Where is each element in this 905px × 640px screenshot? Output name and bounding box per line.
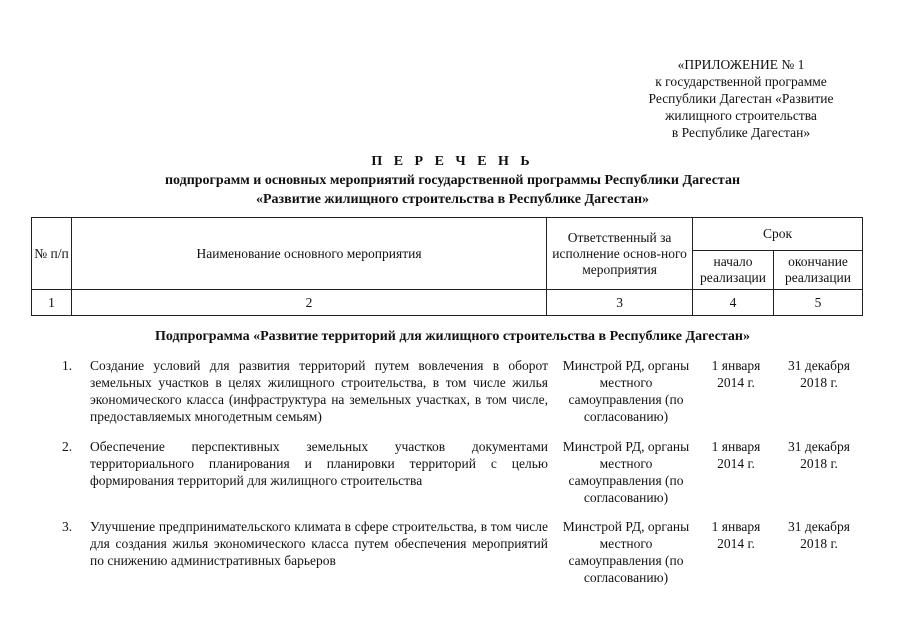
header-start: начало реализации [693,251,774,290]
column-number: 2 [71,290,546,316]
item-number: 2. [62,439,73,454]
header-term: Срок [693,218,863,251]
item-number: 3. [62,519,73,534]
item-responsible: Минстрой РД, органы местного самоуправления (по согласованию) [562,358,690,424]
item-name: Улучшение предпринимательского климата в сфере строительства, в том числе для создания жилья экономического класса путем обеспечения мероприятий по снижению административных барьеров [90,519,548,568]
column-number: 1 [32,290,72,316]
appendix-note [610,56,872,141]
appendix-line: жилищного строительства [665,108,817,123]
column-number: 4 [693,290,774,316]
title-line: подпрограмм и основных мероприятий государственной программы Республики Дагестан [164,173,741,188]
title-line: «Развитие жилищного строительства в Республике Дагестан» [255,192,650,207]
item-responsible: Минстрой РД, органы местного самоуправления (по согласованию) [562,519,690,585]
item-start: 1 января 2014 г. [711,358,761,390]
header-end: окончание реализации [774,251,863,290]
header-num: № п/п [32,218,72,290]
column-number: 5 [774,290,863,316]
item-end: 31 декабря 2018 г. [788,519,850,551]
appendix-line: «ПРИЛОЖЕНИЕ № 1 [677,57,805,72]
title-heading: П Е Р Е Ч Е Н Ь [371,154,534,169]
item-number: 1. [62,358,73,373]
header-table [31,217,863,316]
document-title [0,152,905,209]
appendix-line: Республики Дагестан «Развитие [648,91,834,106]
item-name: Обеспечение перспективных земельных участков документами территориального планирования и планировки территорий с целью формирования территорий для жилищного строительства [90,439,548,488]
appendix-line: в Республике Дагестан» [671,125,811,140]
item-start: 1 января 2014 г. [711,439,761,471]
subprogram-heading: Подпрограмма «Развитие территорий для жилищного строительства в Республике Дагестан» [155,329,750,344]
header-name: Наименование основного мероприятия [71,218,546,290]
item-name: Создание условий для развития территорий путем вовлечения в оборот земельных участков в целях жилищного строительства, в том числе жилья экономического класса (инфраструктура на земельных участках, в том числе, предоставляемых многодетным семьям) [90,358,548,424]
item-responsible: Минстрой РД, органы местного самоуправления (по согласованию) [562,439,690,505]
item-end: 31 декабря 2018 г. [788,358,850,390]
item-end: 31 декабря 2018 г. [788,439,850,471]
column-number: 3 [547,290,693,316]
appendix-line: к государственной программе [655,74,827,89]
item-start: 1 января 2014 г. [711,519,761,551]
header-responsible: Ответственный за исполнение основ-ного мероприятия [547,218,693,290]
